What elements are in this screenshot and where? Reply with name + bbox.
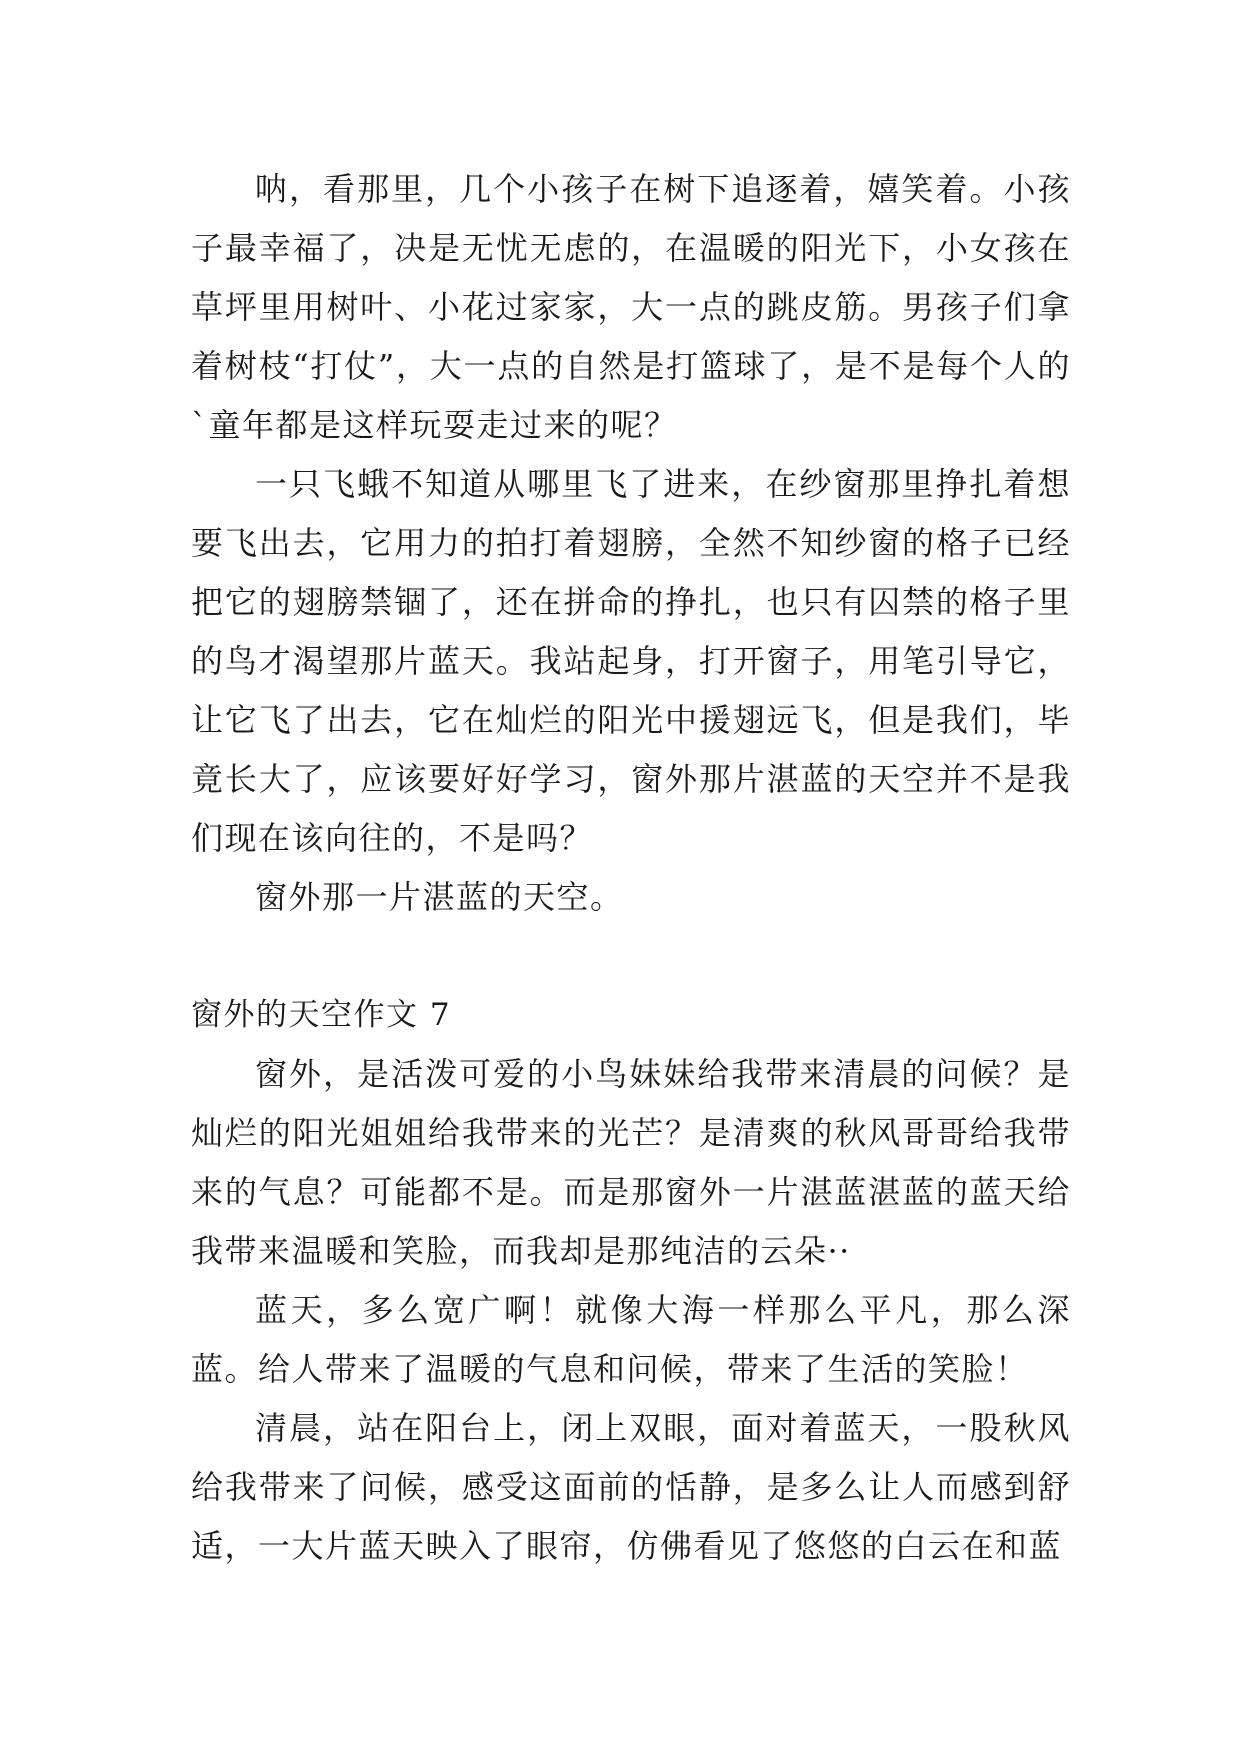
paragraph-wide-sky: 蓝天，多么宽广啊！就像大海一样那么平凡，那么深蓝。给人带来了温暖的气息和问候，带来了生活的笑脸！ bbox=[191, 1291, 1071, 1388]
paragraph-blue-sky-closing: 窗外那一片湛蓝的天空。 bbox=[255, 878, 624, 916]
paragraph-children-playing: 呐，看那里，几个小孩子在树下追逐着，嬉笑着。小孩子最幸福了，决是无忧无虑的，在温暖的阳光下，小女孩在草坪里用树叶、小花过家家，大一点的跳皮筋。男孩子们拿着树枝“打仗”，大一点的自然是打篮球了，是不是每个人的`童年都是这样玩耍走过来的呢？ bbox=[191, 170, 1071, 444]
document-body bbox=[191, 160, 1071, 1576]
paragraph-moth: 一只飞蛾不知道从哪里飞了进来，在纱窗那里挣扎着想要飞出去，它用力的拍打着翅膀，全然不知纱窗的格子已经把它的翅膀禁锢了，还在拼命的挣扎，也只有囚禁的格子里的鸟才渴望那片蓝天。我站起身，打开窗子，用笔引导它，让它飞了出去，它在灿烂的阳光中援翅远飞，但是我们，毕竟长大了，应该要好好学习，窗外那片湛蓝的天空并不是我们现在该向往的，不是吗？ bbox=[191, 465, 1071, 857]
paragraph-window-greetings: 窗外，是活泼可爱的小鸟妹妹给我带来清晨的问候？是灿烂的阳光姐姐给我带来的光芒？是清爽的秋风哥哥给我带来的气息？可能都不是。而是那窗外一片湛蓝湛蓝的蓝天给我带来温暖和笑脸，而我却是那纯洁的云朵·· bbox=[191, 1055, 1071, 1270]
section-title: 窗外的天空作文 7 bbox=[191, 997, 452, 1033]
paragraph-morning-balcony: 清晨，站在阳台上，闭上双眼，面对着蓝天，一股秋风给我带来了问候，感受这面前的恬静，是多么让人而感到舒适，一大片蓝天映入了眼帘，仿佛看见了悠悠的白云在和蓝 bbox=[191, 1409, 1071, 1565]
